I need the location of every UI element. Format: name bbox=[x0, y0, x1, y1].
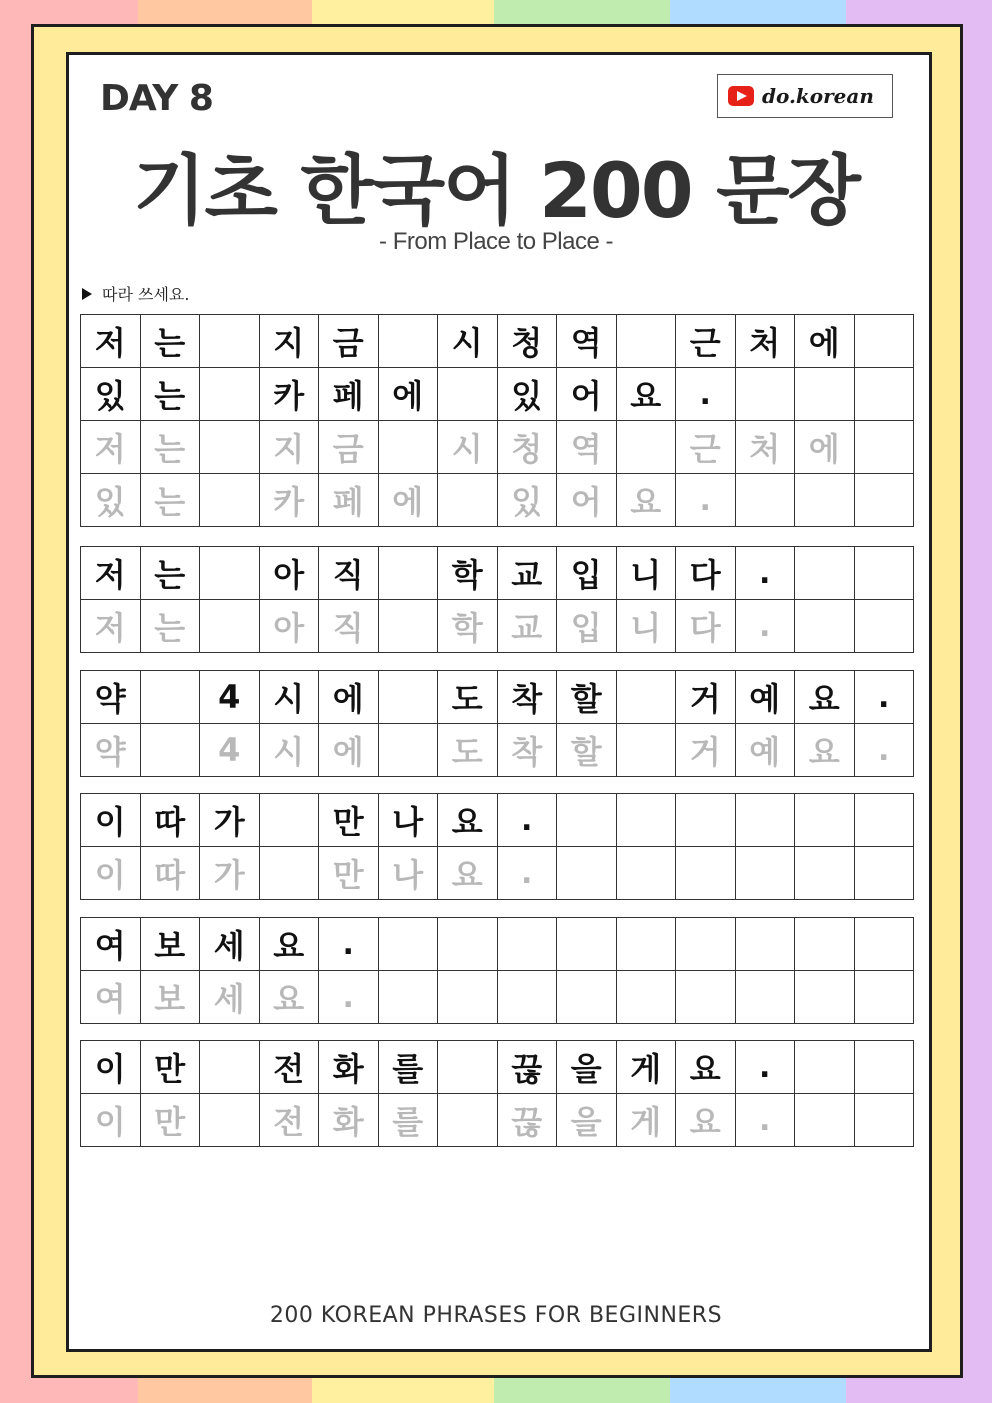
model-cell: 거 bbox=[676, 671, 736, 724]
model-cell bbox=[140, 671, 200, 724]
model-cell: 저 bbox=[81, 315, 141, 368]
tracing-cell[interactable]: 끊 bbox=[497, 1094, 557, 1147]
model-cell bbox=[259, 794, 319, 847]
tracing-cell[interactable]: 만 bbox=[319, 847, 379, 900]
model-cell: 따 bbox=[140, 794, 200, 847]
youtube-play-icon bbox=[728, 86, 754, 106]
model-cell bbox=[616, 671, 676, 724]
model-cell: 를 bbox=[378, 1041, 438, 1094]
tracing-cell[interactable] bbox=[735, 847, 795, 900]
tracing-cell[interactable] bbox=[616, 724, 676, 777]
model-cell: 교 bbox=[497, 547, 557, 600]
tracing-cell[interactable]: . bbox=[854, 724, 914, 777]
tracing-cell[interactable]: 저 bbox=[81, 600, 141, 653]
model-cell: 근 bbox=[676, 315, 736, 368]
model-cell: 학 bbox=[438, 547, 498, 600]
model-cell bbox=[795, 918, 855, 971]
tracing-cell[interactable]: 예 bbox=[735, 724, 795, 777]
model-cell: . bbox=[319, 918, 379, 971]
model-cell: 에 bbox=[795, 315, 855, 368]
model-row bbox=[81, 794, 914, 847]
model-cell: 직 bbox=[319, 547, 379, 600]
tracing-cell[interactable]: 있 bbox=[497, 474, 557, 527]
model-cell: 요 bbox=[795, 671, 855, 724]
model-cell: 도 bbox=[438, 671, 498, 724]
page-title: 기초 한국어 200 문장 bbox=[133, 146, 859, 235]
model-cell bbox=[854, 918, 914, 971]
tracing-cell[interactable]: 게 bbox=[616, 1094, 676, 1147]
model-cell: 청 bbox=[497, 315, 557, 368]
model-cell: 이 bbox=[81, 1041, 141, 1094]
sentence-block-5 bbox=[80, 917, 914, 1024]
model-cell: 아 bbox=[259, 547, 319, 600]
model-cell bbox=[795, 547, 855, 600]
model-cell: . bbox=[735, 1041, 795, 1094]
model-cell bbox=[200, 368, 260, 421]
tracing-cell[interactable] bbox=[854, 971, 914, 1024]
tracing-cell[interactable]: 시 bbox=[259, 724, 319, 777]
tracing-cell[interactable]: . bbox=[735, 600, 795, 653]
model-cell bbox=[438, 1041, 498, 1094]
tracing-cell[interactable] bbox=[200, 421, 260, 474]
model-cell bbox=[557, 918, 617, 971]
model-cell: 지 bbox=[259, 315, 319, 368]
tracing-cell[interactable]: . bbox=[735, 1094, 795, 1147]
tracing-cell[interactable]: 을 bbox=[557, 1094, 617, 1147]
model-cell: 이 bbox=[81, 794, 141, 847]
tracing-cell[interactable] bbox=[140, 724, 200, 777]
model-cell: 세 bbox=[200, 918, 260, 971]
tracing-cell[interactable] bbox=[378, 600, 438, 653]
model-cell: 시 bbox=[438, 315, 498, 368]
model-cell: 4 bbox=[200, 671, 260, 724]
tracing-cell[interactable]: 페 bbox=[319, 474, 379, 527]
tracing-cell[interactable]: 전 bbox=[259, 1094, 319, 1147]
tracing-cell[interactable]: 지 bbox=[259, 421, 319, 474]
model-cell: 요 bbox=[676, 1041, 736, 1094]
tracing-cell[interactable]: 어 bbox=[557, 474, 617, 527]
tracing-cell[interactable]: 약 bbox=[81, 724, 141, 777]
tracing-cell[interactable] bbox=[854, 421, 914, 474]
tracing-cell[interactable]: 를 bbox=[378, 1094, 438, 1147]
tracing-cell[interactable]: . bbox=[319, 971, 379, 1024]
model-row bbox=[81, 1041, 914, 1094]
tracing-cell[interactable] bbox=[735, 971, 795, 1024]
model-cell: 니 bbox=[616, 547, 676, 600]
model-cell bbox=[735, 918, 795, 971]
model-cell: 화 bbox=[319, 1041, 379, 1094]
tracing-cell[interactable]: 할 bbox=[557, 724, 617, 777]
model-cell: 카 bbox=[259, 368, 319, 421]
model-row bbox=[81, 547, 914, 600]
model-cell: 시 bbox=[259, 671, 319, 724]
model-cell: 있 bbox=[81, 368, 141, 421]
model-cell bbox=[497, 918, 557, 971]
model-cell: 에 bbox=[319, 671, 379, 724]
model-cell bbox=[795, 1041, 855, 1094]
tracing-row bbox=[81, 474, 914, 527]
model-cell bbox=[795, 368, 855, 421]
tracing-cell[interactable] bbox=[497, 971, 557, 1024]
tracing-cell[interactable]: 착 bbox=[497, 724, 557, 777]
model-cell: 을 bbox=[557, 1041, 617, 1094]
page-subtitle: - From Place to Place - bbox=[379, 228, 613, 255]
tracing-cell[interactable]: 거 bbox=[676, 724, 736, 777]
model-cell bbox=[854, 368, 914, 421]
tracing-cell[interactable]: 에 bbox=[378, 474, 438, 527]
tracing-cell[interactable] bbox=[854, 600, 914, 653]
tracing-cell[interactable]: 근 bbox=[676, 421, 736, 474]
tracing-cell[interactable]: 다 bbox=[676, 600, 736, 653]
model-cell: 다 bbox=[676, 547, 736, 600]
tracing-cell[interactable]: 교 bbox=[497, 600, 557, 653]
model-cell bbox=[438, 368, 498, 421]
tracing-cell[interactable]: 세 bbox=[200, 971, 260, 1024]
tracing-cell[interactable] bbox=[735, 474, 795, 527]
tracing-cell[interactable]: 시 bbox=[438, 421, 498, 474]
model-cell: 역 bbox=[557, 315, 617, 368]
channel-logo bbox=[717, 74, 893, 118]
tracing-cell[interactable] bbox=[616, 971, 676, 1024]
model-cell: . bbox=[676, 368, 736, 421]
tracing-cell[interactable]: 있 bbox=[81, 474, 141, 527]
tracing-cell[interactable] bbox=[438, 971, 498, 1024]
sentence-block-4 bbox=[80, 793, 914, 900]
tracing-cell[interactable] bbox=[795, 847, 855, 900]
model-cell: 는 bbox=[140, 547, 200, 600]
tracing-row bbox=[81, 971, 914, 1024]
model-cell bbox=[735, 368, 795, 421]
instruction bbox=[82, 282, 189, 305]
tracing-cell[interactable] bbox=[854, 474, 914, 527]
model-cell: 전 bbox=[259, 1041, 319, 1094]
tracing-cell[interactable]: 에 bbox=[795, 421, 855, 474]
tracing-row bbox=[81, 724, 914, 777]
tracing-cell[interactable]: 요 bbox=[795, 724, 855, 777]
tracing-row bbox=[81, 421, 914, 474]
tracing-cell[interactable]: 나 bbox=[378, 847, 438, 900]
tracing-cell[interactable] bbox=[795, 971, 855, 1024]
tracing-cell[interactable] bbox=[795, 474, 855, 527]
model-cell bbox=[200, 547, 260, 600]
tracing-cell[interactable]: 이 bbox=[81, 1094, 141, 1147]
tracing-cell[interactable]: 학 bbox=[438, 600, 498, 653]
model-row bbox=[81, 918, 914, 971]
model-cell: 페 bbox=[319, 368, 379, 421]
tracing-cell[interactable] bbox=[200, 1094, 260, 1147]
model-cell bbox=[616, 794, 676, 847]
sentence-block-1 bbox=[80, 314, 914, 527]
model-cell bbox=[616, 918, 676, 971]
model-cell: 입 bbox=[557, 547, 617, 600]
model-cell bbox=[378, 315, 438, 368]
sentence-block-2 bbox=[80, 546, 914, 653]
tracing-cell[interactable] bbox=[200, 474, 260, 527]
model-cell: 는 bbox=[140, 368, 200, 421]
sentence-block-6 bbox=[80, 1040, 914, 1147]
tracing-cell[interactable] bbox=[616, 421, 676, 474]
model-row bbox=[81, 368, 914, 421]
tracing-cell[interactable]: 청 bbox=[497, 421, 557, 474]
tracing-cell[interactable] bbox=[676, 847, 736, 900]
tracing-cell[interactable] bbox=[438, 1094, 498, 1147]
tracing-cell[interactable] bbox=[795, 1094, 855, 1147]
tracing-cell[interactable]: 도 bbox=[438, 724, 498, 777]
model-cell: 끊 bbox=[497, 1041, 557, 1094]
tracing-cell[interactable]: 역 bbox=[557, 421, 617, 474]
model-cell: 있 bbox=[497, 368, 557, 421]
model-cell bbox=[854, 794, 914, 847]
tracing-row bbox=[81, 1094, 914, 1147]
tracing-cell[interactable]: 저 bbox=[81, 421, 141, 474]
model-cell bbox=[438, 918, 498, 971]
model-row bbox=[81, 671, 914, 724]
model-cell: 저 bbox=[81, 547, 141, 600]
model-cell bbox=[735, 794, 795, 847]
model-cell: 에 bbox=[378, 368, 438, 421]
tracing-cell[interactable] bbox=[378, 421, 438, 474]
tracing-cell[interactable]: . bbox=[676, 474, 736, 527]
tracing-cell[interactable] bbox=[616, 847, 676, 900]
model-cell: 가 bbox=[200, 794, 260, 847]
model-cell: 요 bbox=[438, 794, 498, 847]
model-cell bbox=[200, 315, 260, 368]
model-cell: 만 bbox=[140, 1041, 200, 1094]
model-cell: 예 bbox=[735, 671, 795, 724]
tracing-cell[interactable]: 금 bbox=[319, 421, 379, 474]
tracing-cell[interactable]: 요 bbox=[259, 971, 319, 1024]
tracing-cell[interactable]: 따 bbox=[140, 847, 200, 900]
tracing-cell[interactable] bbox=[854, 847, 914, 900]
tracing-cell[interactable]: 카 bbox=[259, 474, 319, 527]
tracing-cell[interactable]: . bbox=[497, 847, 557, 900]
model-cell: 는 bbox=[140, 315, 200, 368]
model-cell bbox=[616, 315, 676, 368]
model-cell: 만 bbox=[319, 794, 379, 847]
model-cell bbox=[854, 1041, 914, 1094]
model-cell: . bbox=[497, 794, 557, 847]
tracing-cell[interactable]: 보 bbox=[140, 971, 200, 1024]
tracing-cell[interactable]: 여 bbox=[81, 971, 141, 1024]
model-cell bbox=[378, 918, 438, 971]
model-cell bbox=[854, 547, 914, 600]
day-label: DAY 8 bbox=[100, 78, 213, 119]
footer-text: 200 KOREAN PHRASES FOR BEGINNERS bbox=[269, 1303, 723, 1328]
tracing-cell[interactable]: 요 bbox=[438, 847, 498, 900]
tracing-cell[interactable]: 는 bbox=[140, 474, 200, 527]
model-cell bbox=[676, 794, 736, 847]
tracing-cell[interactable]: 니 bbox=[616, 600, 676, 653]
tracing-cell[interactable]: 는 bbox=[140, 600, 200, 653]
tracing-cell[interactable]: 가 bbox=[200, 847, 260, 900]
model-cell bbox=[200, 1041, 260, 1094]
tracing-cell[interactable]: 화 bbox=[319, 1094, 379, 1147]
tracing-cell[interactable]: 에 bbox=[319, 724, 379, 777]
sentence-block-3 bbox=[80, 670, 914, 777]
tracing-cell[interactable] bbox=[676, 971, 736, 1024]
model-cell: 게 bbox=[616, 1041, 676, 1094]
tracing-cell[interactable]: 만 bbox=[140, 1094, 200, 1147]
tracing-cell[interactable]: 아 bbox=[259, 600, 319, 653]
model-cell: 약 bbox=[81, 671, 141, 724]
tracing-row bbox=[81, 600, 914, 653]
instruction-text: 따라 쓰세요. bbox=[102, 285, 190, 304]
tracing-cell[interactable] bbox=[438, 474, 498, 527]
model-cell: 요 bbox=[616, 368, 676, 421]
tracing-cell[interactable] bbox=[200, 600, 260, 653]
tracing-cell[interactable] bbox=[378, 724, 438, 777]
model-cell: 할 bbox=[557, 671, 617, 724]
tracing-cell[interactable] bbox=[378, 971, 438, 1024]
tracing-cell[interactable] bbox=[795, 600, 855, 653]
tracing-cell[interactable]: 이 bbox=[81, 847, 141, 900]
model-cell: 착 bbox=[497, 671, 557, 724]
model-cell bbox=[795, 794, 855, 847]
tracing-cell[interactable] bbox=[259, 847, 319, 900]
tracing-cell[interactable]: 는 bbox=[140, 421, 200, 474]
tracing-cell[interactable]: 처 bbox=[735, 421, 795, 474]
model-cell: 나 bbox=[378, 794, 438, 847]
tracing-cell[interactable]: 요 bbox=[676, 1094, 736, 1147]
model-cell: 처 bbox=[735, 315, 795, 368]
model-cell: 여 bbox=[81, 918, 141, 971]
model-cell: . bbox=[735, 547, 795, 600]
model-cell: . bbox=[854, 671, 914, 724]
tracing-row bbox=[81, 847, 914, 900]
model-cell bbox=[557, 794, 617, 847]
model-cell: 요 bbox=[259, 918, 319, 971]
tracing-cell[interactable]: 요 bbox=[616, 474, 676, 527]
tracing-cell[interactable] bbox=[557, 847, 617, 900]
model-cell bbox=[378, 671, 438, 724]
triangle-bullet-icon bbox=[82, 288, 92, 300]
channel-name: do.korean bbox=[762, 84, 874, 108]
model-cell bbox=[676, 918, 736, 971]
tracing-cell[interactable]: 입 bbox=[557, 600, 617, 653]
tracing-cell[interactable] bbox=[557, 971, 617, 1024]
tracing-cell[interactable]: 4 bbox=[200, 724, 260, 777]
model-cell bbox=[378, 547, 438, 600]
tracing-cell[interactable]: 직 bbox=[319, 600, 379, 653]
model-row bbox=[81, 315, 914, 368]
model-cell: 어 bbox=[557, 368, 617, 421]
model-cell: 보 bbox=[140, 918, 200, 971]
model-cell: 금 bbox=[319, 315, 379, 368]
tracing-cell[interactable] bbox=[854, 1094, 914, 1147]
model-cell bbox=[854, 315, 914, 368]
